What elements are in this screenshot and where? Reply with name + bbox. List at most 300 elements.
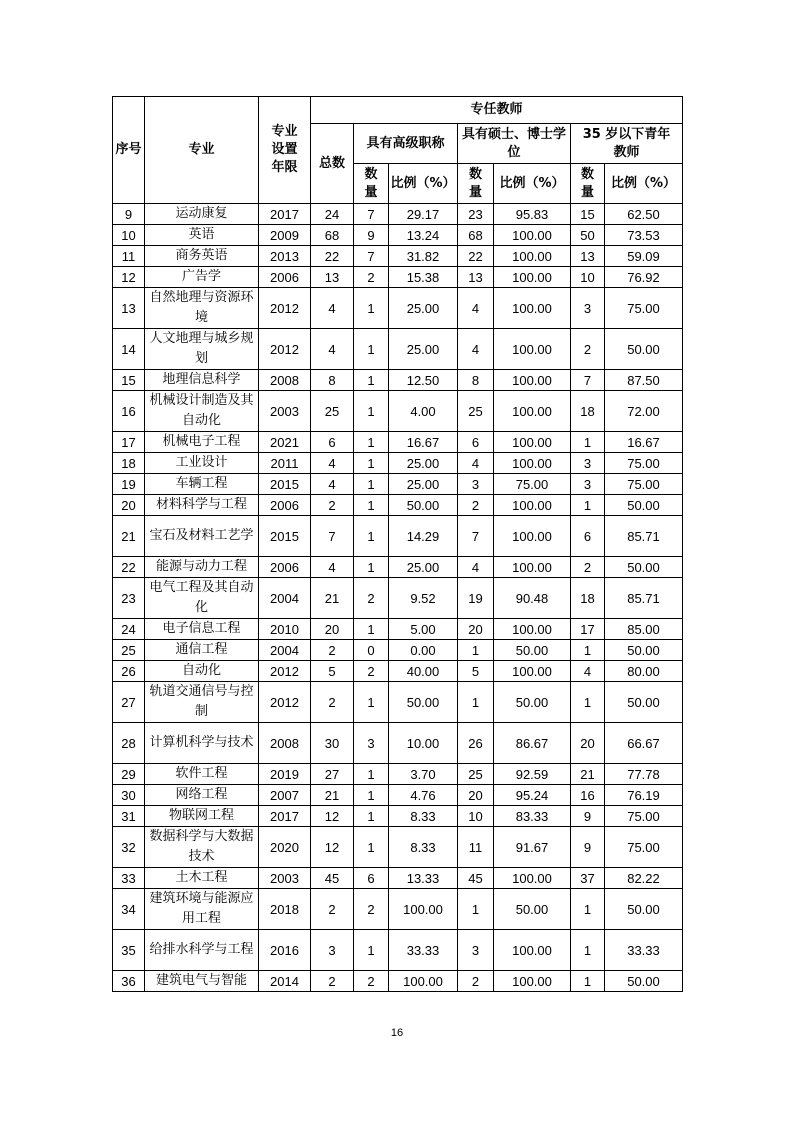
table-row [113,225,683,246]
row-number: 31 [113,806,145,827]
row-number: 22 [113,557,145,578]
table-row [113,806,683,827]
total-count: 4 [311,288,354,329]
degree-ratio: 90.48 [494,578,571,619]
young-count: 18 [571,391,605,432]
total-count: 12 [311,827,354,868]
setup-year: 2012 [259,288,311,329]
young-count: 1 [571,971,605,992]
row-number: 14 [113,329,145,370]
senior-count: 7 [354,246,389,267]
degree-ratio: 50.00 [494,889,571,930]
senior-count: 0 [354,640,389,661]
young-count: 4 [571,661,605,682]
total-count: 6 [311,432,354,453]
senior-count: 1 [354,453,389,474]
degree-count: 2 [458,971,494,992]
major-name: 英语 [145,225,259,246]
row-number: 16 [113,391,145,432]
header-degree-ratio: 比例（%） [494,164,571,204]
degree-count: 1 [458,682,494,723]
table-row [113,764,683,785]
young-count: 1 [571,930,605,971]
major-name: 自动化 [145,661,259,682]
degree-count: 3 [458,930,494,971]
young-count: 21 [571,764,605,785]
setup-year: 2006 [259,495,311,516]
degree-count: 8 [458,370,494,391]
young-ratio: 50.00 [605,557,683,578]
degree-count: 22 [458,246,494,267]
senior-count: 1 [354,557,389,578]
senior-ratio: 3.70 [389,764,458,785]
young-ratio: 73.53 [605,225,683,246]
degree-count: 25 [458,391,494,432]
senior-ratio: 14.29 [389,516,458,557]
setup-year: 2013 [259,246,311,267]
young-count: 7 [571,370,605,391]
young-count: 17 [571,619,605,640]
setup-year: 2017 [259,204,311,225]
total-count: 22 [311,246,354,267]
degree-ratio: 100.00 [494,661,571,682]
total-count: 21 [311,785,354,806]
degree-count: 1 [458,640,494,661]
page-number: 16 [390,1027,404,1039]
senior-count: 1 [354,329,389,370]
senior-ratio: 25.00 [389,288,458,329]
table-row [113,723,683,764]
senior-count: 1 [354,785,389,806]
degree-ratio: 100.00 [494,370,571,391]
major-name: 建筑环境与能源应用工程 [145,889,259,930]
young-ratio: 33.33 [605,930,683,971]
row-number: 9 [113,204,145,225]
senior-ratio: 8.33 [389,827,458,868]
setup-year: 2015 [259,516,311,557]
senior-ratio: 40.00 [389,661,458,682]
senior-count: 7 [354,204,389,225]
senior-count: 1 [354,474,389,495]
setup-year: 2015 [259,474,311,495]
total-count: 4 [311,453,354,474]
senior-count: 2 [354,267,389,288]
table-row [113,288,683,329]
table-row [113,971,683,992]
table-row [113,474,683,495]
degree-count: 6 [458,432,494,453]
table-row [113,930,683,971]
senior-count: 1 [354,930,389,971]
total-count: 7 [311,516,354,557]
degree-count: 2 [458,495,494,516]
header-senior-title: 具有高级职称 [354,124,458,164]
row-number: 33 [113,868,145,889]
row-number: 28 [113,723,145,764]
major-name: 车辆工程 [145,474,259,495]
total-count: 27 [311,764,354,785]
young-count: 10 [571,267,605,288]
total-count: 12 [311,806,354,827]
major-name: 运动康复 [145,204,259,225]
setup-year: 2011 [259,453,311,474]
setup-year: 2004 [259,578,311,619]
major-name: 轨道交通信号与控制 [145,682,259,723]
degree-ratio: 100.00 [494,267,571,288]
table-row [113,827,683,868]
degree-ratio: 91.67 [494,827,571,868]
row-number: 32 [113,827,145,868]
degree-ratio: 100.00 [494,432,571,453]
major-name: 网络工程 [145,785,259,806]
young-ratio: 85.71 [605,516,683,557]
table-row [113,889,683,930]
degree-ratio: 100.00 [494,557,571,578]
row-number: 26 [113,661,145,682]
table-row [113,267,683,288]
degree-count: 45 [458,868,494,889]
row-number: 18 [113,453,145,474]
senior-count: 1 [354,764,389,785]
total-count: 4 [311,329,354,370]
setup-year: 2004 [259,640,311,661]
young-ratio: 62.50 [605,204,683,225]
faculty-table [112,96,683,992]
senior-ratio: 29.17 [389,204,458,225]
young-count: 16 [571,785,605,806]
degree-count: 7 [458,516,494,557]
degree-count: 4 [458,329,494,370]
degree-ratio: 100.00 [494,391,571,432]
degree-count: 4 [458,557,494,578]
young-count: 3 [571,474,605,495]
setup-year: 2020 [259,827,311,868]
senior-ratio: 33.33 [389,930,458,971]
senior-count: 6 [354,868,389,889]
major-name: 建筑电气与智能 [145,971,259,992]
degree-count: 19 [458,578,494,619]
table-row [113,661,683,682]
degree-ratio: 100.00 [494,225,571,246]
row-number: 23 [113,578,145,619]
degree-count: 25 [458,764,494,785]
header-seq: 序号 [113,97,145,204]
header-major: 专业 [145,97,259,204]
young-ratio: 50.00 [605,329,683,370]
young-ratio: 76.92 [605,267,683,288]
young-ratio: 50.00 [605,971,683,992]
senior-count: 2 [354,889,389,930]
header-degree-count: 数量 [458,164,494,204]
degree-ratio: 100.00 [494,453,571,474]
young-ratio: 16.67 [605,432,683,453]
senior-ratio: 100.00 [389,971,458,992]
total-count: 21 [311,578,354,619]
total-count: 25 [311,391,354,432]
setup-year: 2010 [259,619,311,640]
young-count: 1 [571,495,605,516]
degree-count: 20 [458,619,494,640]
row-number: 15 [113,370,145,391]
senior-ratio: 5.00 [389,619,458,640]
young-count: 2 [571,557,605,578]
senior-ratio: 12.50 [389,370,458,391]
setup-year: 2006 [259,267,311,288]
row-number: 10 [113,225,145,246]
young-ratio: 75.00 [605,806,683,827]
young-ratio: 50.00 [605,682,683,723]
major-name: 人文地理与城乡规划 [145,329,259,370]
major-name: 自然地理与资源环境 [145,288,259,329]
major-name: 通信工程 [145,640,259,661]
row-number: 19 [113,474,145,495]
young-ratio: 85.00 [605,619,683,640]
setup-year: 2009 [259,225,311,246]
young-count: 1 [571,682,605,723]
major-name: 数据科学与大数据技术 [145,827,259,868]
major-name: 商务英语 [145,246,259,267]
senior-ratio: 4.00 [389,391,458,432]
senior-count: 1 [354,516,389,557]
major-name: 计算机科学与技术 [145,723,259,764]
total-count: 3 [311,930,354,971]
senior-ratio: 25.00 [389,557,458,578]
row-number: 24 [113,619,145,640]
young-count: 1 [571,432,605,453]
row-number: 12 [113,267,145,288]
table-row [113,391,683,432]
senior-ratio: 25.00 [389,474,458,495]
senior-count: 2 [354,661,389,682]
table-row [113,453,683,474]
young-ratio: 76.19 [605,785,683,806]
total-count: 2 [311,495,354,516]
senior-ratio: 31.82 [389,246,458,267]
degree-ratio: 100.00 [494,516,571,557]
setup-year: 2006 [259,557,311,578]
total-count: 45 [311,868,354,889]
major-name: 电子信息工程 [145,619,259,640]
table-row [113,682,683,723]
degree-ratio: 83.33 [494,806,571,827]
young-ratio: 77.78 [605,764,683,785]
degree-ratio: 100.00 [494,329,571,370]
degree-count: 68 [458,225,494,246]
total-count: 68 [311,225,354,246]
table-row [113,868,683,889]
setup-year: 2012 [259,329,311,370]
setup-year: 2014 [259,971,311,992]
young-ratio: 66.67 [605,723,683,764]
major-name: 广告学 [145,267,259,288]
senior-ratio: 10.00 [389,723,458,764]
setup-year: 2007 [259,785,311,806]
degree-count: 3 [458,474,494,495]
degree-count: 26 [458,723,494,764]
major-name: 地理信息科学 [145,370,259,391]
young-ratio: 85.71 [605,578,683,619]
senior-ratio: 8.33 [389,806,458,827]
senior-count: 1 [354,806,389,827]
senior-ratio: 25.00 [389,329,458,370]
young-count: 3 [571,453,605,474]
young-ratio: 50.00 [605,495,683,516]
senior-ratio: 4.76 [389,785,458,806]
major-name: 材料科学与工程 [145,495,259,516]
senior-ratio: 100.00 [389,889,458,930]
degree-ratio: 50.00 [494,682,571,723]
senior-ratio: 50.00 [389,682,458,723]
row-number: 30 [113,785,145,806]
header-fulltime-teachers: 专任教师 [311,97,683,124]
row-number: 36 [113,971,145,992]
degree-ratio: 95.83 [494,204,571,225]
table-row [113,495,683,516]
senior-ratio: 9.52 [389,578,458,619]
setup-year: 2012 [259,661,311,682]
young-count: 50 [571,225,605,246]
major-name: 给排水科学与工程 [145,930,259,971]
degree-ratio: 100.00 [494,495,571,516]
major-name: 物联网工程 [145,806,259,827]
young-ratio: 75.00 [605,453,683,474]
young-ratio: 82.22 [605,868,683,889]
young-count: 37 [571,868,605,889]
major-name: 电气工程及其自动化 [145,578,259,619]
setup-year: 2008 [259,370,311,391]
setup-year: 2008 [259,723,311,764]
total-count: 8 [311,370,354,391]
young-ratio: 59.09 [605,246,683,267]
table-row [113,619,683,640]
young-ratio: 87.50 [605,370,683,391]
senior-ratio: 15.38 [389,267,458,288]
row-number: 25 [113,640,145,661]
degree-count: 5 [458,661,494,682]
major-name: 土木工程 [145,868,259,889]
young-ratio: 80.00 [605,661,683,682]
table-row [113,370,683,391]
degree-ratio: 86.67 [494,723,571,764]
young-ratio: 75.00 [605,474,683,495]
degree-count: 13 [458,267,494,288]
degree-ratio: 95.24 [494,785,571,806]
young-count: 9 [571,806,605,827]
row-number: 20 [113,495,145,516]
table-row [113,578,683,619]
senior-count: 1 [354,827,389,868]
young-count: 1 [571,889,605,930]
header-young-ratio: 比例（%） [605,164,683,204]
table-row [113,204,683,225]
major-name: 宝石及材料工艺学 [145,516,259,557]
total-count: 4 [311,474,354,495]
row-number: 29 [113,764,145,785]
header-young-teachers: 35 岁以下青年教师 [571,124,683,164]
total-count: 2 [311,971,354,992]
table-row [113,246,683,267]
degree-count: 11 [458,827,494,868]
table-row [113,516,683,557]
total-count: 2 [311,640,354,661]
major-name: 能源与动力工程 [145,557,259,578]
setup-year: 2019 [259,764,311,785]
young-count: 2 [571,329,605,370]
total-count: 30 [311,723,354,764]
senior-count: 9 [354,225,389,246]
senior-count: 1 [354,432,389,453]
total-count: 5 [311,661,354,682]
header-total: 总数 [311,124,354,204]
header-young-count: 数量 [571,164,605,204]
row-number: 13 [113,288,145,329]
row-number: 17 [113,432,145,453]
young-count: 15 [571,204,605,225]
degree-count: 4 [458,288,494,329]
degree-count: 1 [458,889,494,930]
young-count: 13 [571,246,605,267]
degree-ratio: 50.00 [494,640,571,661]
senior-ratio: 16.67 [389,432,458,453]
young-count: 3 [571,288,605,329]
setup-year: 2016 [259,930,311,971]
table-row [113,557,683,578]
row-number: 35 [113,930,145,971]
row-number: 27 [113,682,145,723]
young-ratio: 72.00 [605,391,683,432]
senior-ratio: 0.00 [389,640,458,661]
table-body [113,204,683,992]
young-ratio: 75.00 [605,827,683,868]
degree-ratio: 92.59 [494,764,571,785]
degree-count: 4 [458,453,494,474]
senior-ratio: 50.00 [389,495,458,516]
degree-ratio: 100.00 [494,971,571,992]
senior-count: 1 [354,495,389,516]
table-row [113,329,683,370]
header-senior-ratio: 比例（%） [389,164,458,204]
degree-ratio: 100.00 [494,288,571,329]
header-senior-count: 数量 [354,164,389,204]
row-number: 21 [113,516,145,557]
young-count: 18 [571,578,605,619]
major-name: 软件工程 [145,764,259,785]
row-number: 34 [113,889,145,930]
setup-year: 2018 [259,889,311,930]
degree-ratio: 100.00 [494,246,571,267]
senior-ratio: 25.00 [389,453,458,474]
degree-ratio: 100.00 [494,868,571,889]
table-row [113,432,683,453]
young-count: 1 [571,640,605,661]
senior-ratio: 13.24 [389,225,458,246]
senior-count: 1 [354,682,389,723]
table-row [113,785,683,806]
young-ratio: 50.00 [605,889,683,930]
total-count: 13 [311,267,354,288]
degree-ratio: 75.00 [494,474,571,495]
young-ratio: 75.00 [605,288,683,329]
degree-count: 20 [458,785,494,806]
setup-year: 2012 [259,682,311,723]
young-count: 6 [571,516,605,557]
degree-ratio: 100.00 [494,619,571,640]
senior-count: 1 [354,370,389,391]
header-years: 专业设置年限 [259,97,311,204]
setup-year: 2003 [259,391,311,432]
senior-count: 3 [354,723,389,764]
young-ratio: 50.00 [605,640,683,661]
